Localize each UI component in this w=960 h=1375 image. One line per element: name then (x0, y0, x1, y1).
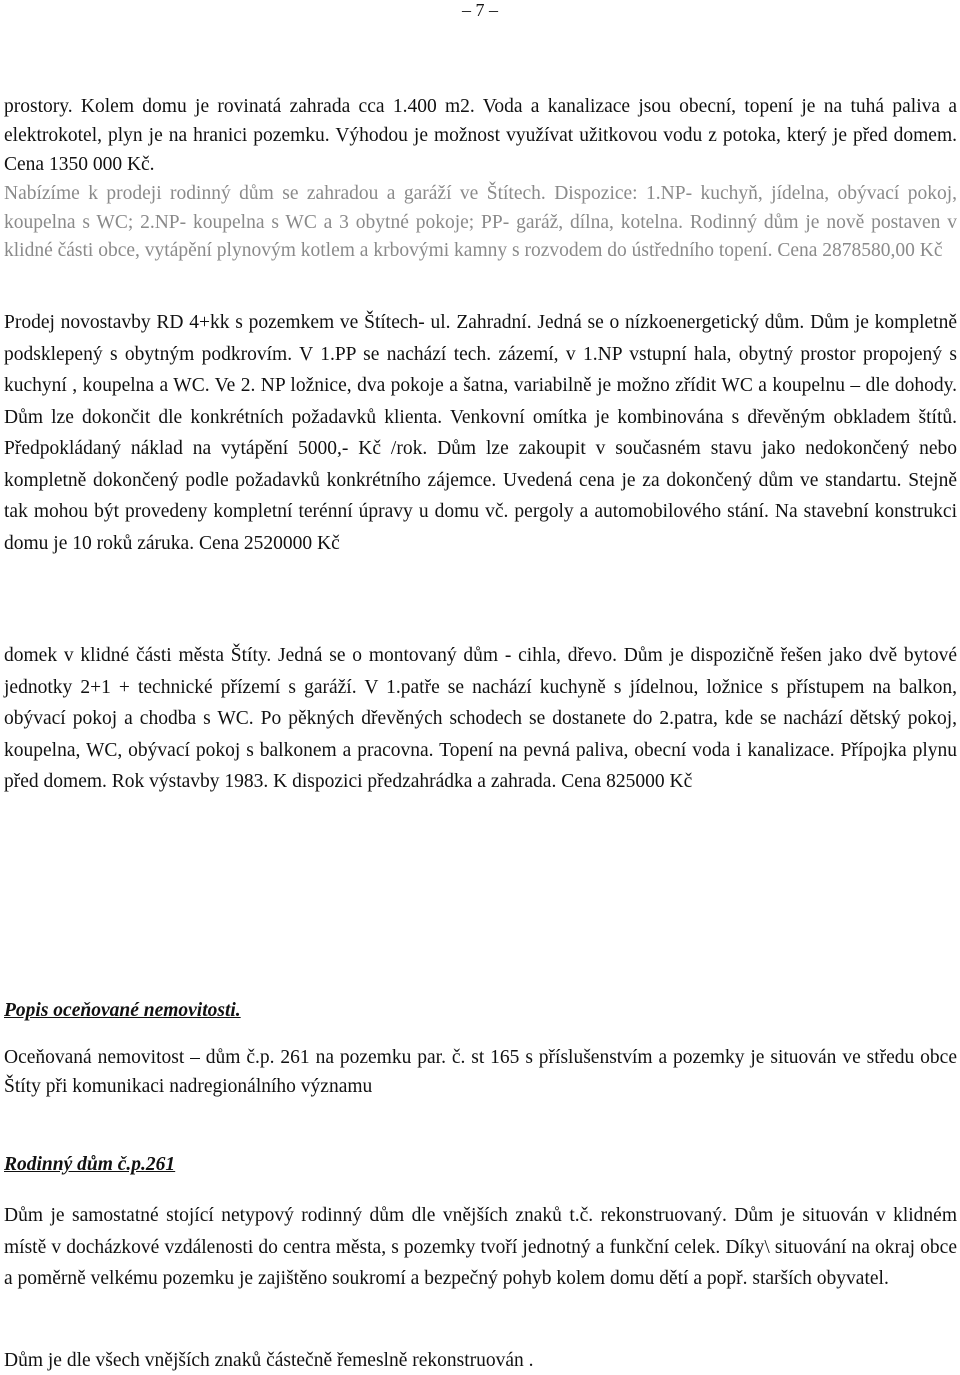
page-number: – 7 – (462, 0, 498, 20)
family-house-paragraph: Dům je samostatné stojící netypový rodinný dům dle vnějších znaků t.č. rekonstruovaný. Dům je situován v klidném místě v docházkové vzdálenosti do centra města, s pozemky tvoří jednotný a funkční celek. Díky\ situování na okraj obce a poměrně velkému pozemku je zajištěno soukromí a bezpečný pohyb kolem domu dětí a popř. starších obyvatel. (4, 1205, 957, 1289)
listing-paragraph-3: Prodej novostavby RD 4+kk s pozemkem ve Štítech- ul. Zahradní. Jedná se o nízkoenergetický dům. Dům je kompletně podsklepený s obytným podkrovím. V 1.PP se nachází tech. zázemí, v 1.NP vstupní hala, obytný prostor propojený s kuchyní , koupelna a WC. Ve 2. NP ložnice, dva pokoje a šatna, variabilně je možno zřídit WC a koupelnu – dle dohody. Dům lze dokončit dle konkrétních požadavků klienta. Venkovní omítka je kombinována s dřevěným obkladem štítů. Předpokládaný náklad na vytápění 5000,- Kč /rok. Dům lze zakoupit v současném stavu jako nedokončený nebo kompletně dokončený podle požadavků konkrétního zájemce. Uvedená cena je za dokončený dům ve standartu. Stejně tak mohou být provedeny kompletní terénní úpravy u domu vč. pergoly a automobilového stání. Na stavební konstrukci domu je 10 roků záruka. Cena 2520000 Kč (4, 312, 957, 554)
section-heading-family-house: Rodinný dům č.p.261 (4, 1154, 176, 1175)
family-house-condition-paragraph: Dům je dle všech vnějších znaků částečně řemeslně rekonstruován . (4, 1350, 534, 1371)
listing-paragraph-4: domek v klidné části města Štíty. Jedná se o montovaný dům - cihla, dřevo. Dům je dispozičně řešen jako dvě bytové jednotky 2+1 + technické přízemí s garáží. V 1.patře se nachází kuchyně s jídelnou, ložnice s přístupem na balkon, obývací pokoj a chodba s WC. Po pěkných dřevěných schodech se dostanete do 2.patra, kde se nachází dětský pokoj, koupelna, WC, obývací pokoj s balkonem a pracovna. Topení na pevná paliva, obecní voda i kanalizace. Přípojka plynu před domem. Rok výstavby 1983. K dispozici předzahrádka a zahrada. Cena 825000 Kč (4, 645, 957, 792)
listing-paragraph-1: prostory. Kolem domu je rovinatá zahrada cca 1.400 m2. Voda a kanalizace jsou obecní, topení je na tuhá paliva a elektrokotel, plyn je na hranici pozemku. Výhodou je možnost využívat užitkovou vodu z potoka, který je před domem. Cena 1350 000 Kč. (4, 96, 957, 175)
section-heading-property-description: Popis oceňované nemovitosti. (4, 1000, 241, 1021)
listing-paragraph-2: Nabízíme k prodeji rodinný dům se zahradou a garáží ve Štítech. Dispozice: 1.NP- kuchyň, jídelna, obývací pokoj, koupelna s WC; 2.NP- koupelna s WC a 3 obytné pokoje; PP- garáž, dílna, kotelna. Rodinný dům je nově postaven v klidné části obce, vytápění plynovým kotlem a krbovými kamny s rozvodem do ústředního topení. Cena 2878580,00 Kč (4, 183, 957, 261)
property-description-paragraph: Oceňovaná nemovitost – dům č.p. 261 na pozemku par. č. st 165 s příslušenstvím a pozemky je situován ve středu obce Štíty při komunikaci nadregionálního významu (4, 1047, 957, 1097)
